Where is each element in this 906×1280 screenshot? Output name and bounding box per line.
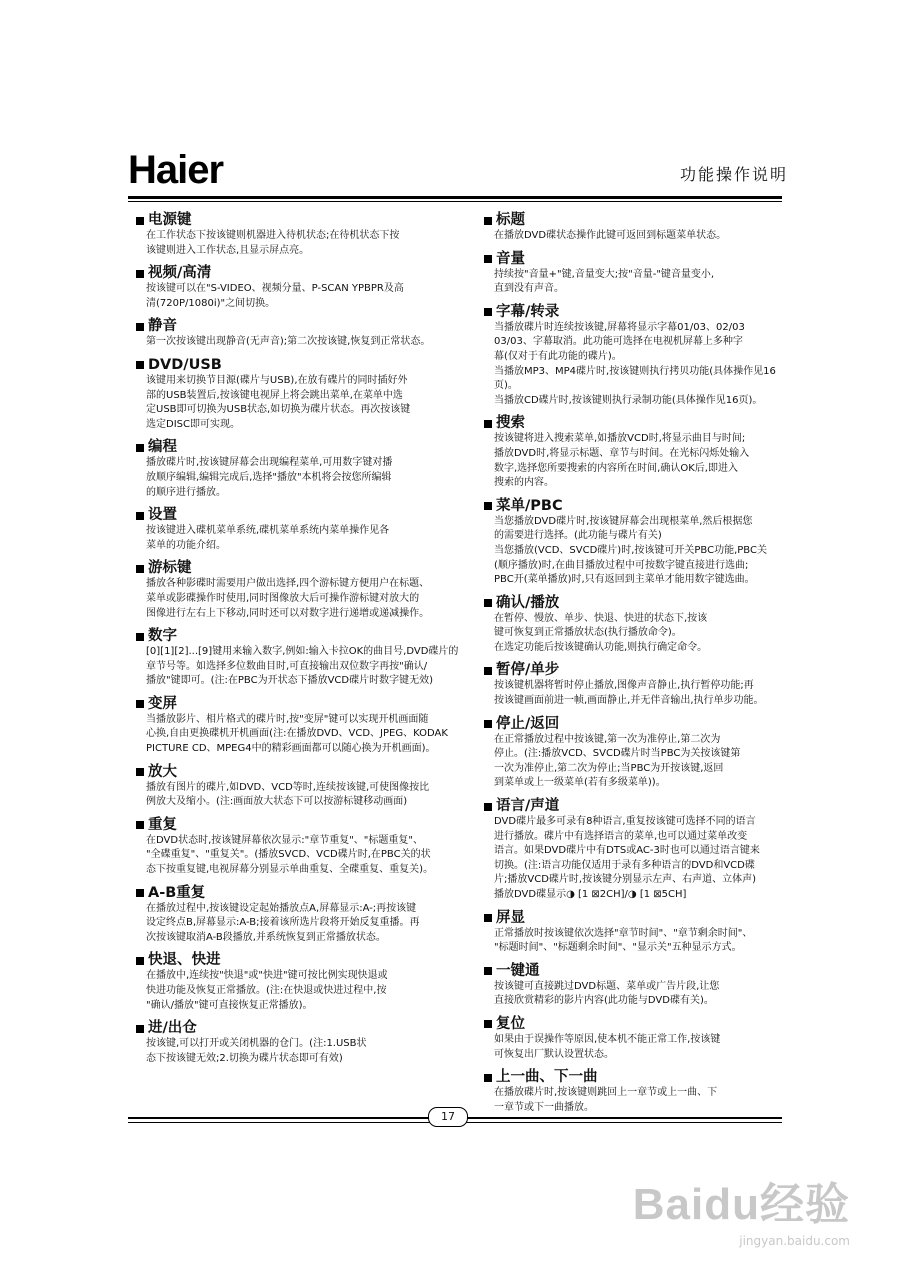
section: [484, 662, 790, 708]
section-heading: [136, 1020, 474, 1037]
square-bullet-icon: [484, 1074, 492, 1082]
left-column: [136, 212, 474, 1073]
section-heading: [136, 357, 474, 374]
watermark-url: jingyan.baidu.com: [739, 1234, 850, 1248]
section-text: 该键用来切换节目源(碟片与USB),在放有碟片的同时插好外 部的USB装置后,按该键电视屏上将会跳出菜单,在菜单中选 定USB即可切换为USB状态,如切换为碟片状态。再次按该键 选定DISC即可实现。: [146, 374, 411, 430]
section-title: 一键通: [496, 962, 540, 979]
section-heading: [136, 318, 474, 335]
section-title: 上一曲、下一曲: [496, 1069, 598, 1086]
section: [136, 696, 474, 757]
section-title: 快退、快进: [148, 952, 221, 969]
square-bullet-icon: [136, 217, 144, 225]
section-text: 播放有图片的碟片,如DVD、VCD等时,连续按该键,可使图像按比 例放大及缩小。(注:画面放大状态下可以按游标键移动画面): [146, 781, 430, 808]
section-title: 放大: [148, 763, 177, 780]
section-heading: [484, 1069, 790, 1086]
section-title: 屏显: [496, 909, 525, 926]
section-text: 如果由于误操作等原因,使本机不能正常工作,按该键 可恢复出厂默认设置状态。: [494, 1033, 721, 1060]
section-heading: [484, 798, 790, 815]
section-title: 电源键: [148, 212, 192, 228]
section-title: 编程: [148, 439, 177, 456]
section: [136, 357, 474, 432]
section-text: 在播放中,连续按"快退"或"快进"键可按比例实现快退或 快进功能及恢复正常播放。(注:在快退或快进过程中,按 "确认/播放"键可直接恢复正常播放)。: [146, 970, 388, 1011]
section-title: 暂停/单步: [496, 662, 560, 679]
square-bullet-icon: [136, 444, 144, 452]
section-text: 播放碟片时,按该键屏幕会出现编程菜单,可用数字键对播 放顺序编辑,编辑完成后,选择"播放"本机将会按您所编辑 的顺序进行播放。: [146, 457, 393, 498]
section: [484, 716, 790, 791]
square-bullet-icon: [136, 270, 144, 278]
section-heading: [484, 662, 790, 679]
square-bullet-icon: [136, 565, 144, 573]
square-bullet-icon: [484, 967, 492, 975]
brand-logo: Haier: [128, 148, 224, 192]
square-bullet-icon: [136, 361, 144, 369]
section: [484, 304, 790, 409]
square-bullet-icon: [484, 308, 492, 316]
section-heading: [136, 212, 474, 229]
section-heading: [136, 560, 474, 577]
section-text: 正常播放时按该键依次选择"章节时间"、"章节剩余时间"、 "标题时间"、"标题剩余时间"、"显示关"五种显示方式。: [494, 927, 753, 954]
section-title: 设置: [148, 507, 177, 524]
section-text: 按该键可以在"S-VIDEO、视频分量、P-SCAN YPBPR及高 清(720P/1080i)"之间切换。: [146, 283, 404, 309]
section: [484, 963, 790, 1009]
section-heading: [484, 595, 790, 612]
right-column: [484, 212, 790, 1122]
section-text: 按该键可直接跳过DVD标题、菜单或广告片段,让您 直接欣赏精彩的影片内容(此功能与DVD碟有关)。: [494, 980, 720, 1007]
section-text: [0][1][2]...[9]键用来输入数字,例如:输入卡拉OK的曲目号,DVD碟片的 章节号等。如选择多位数曲目时,可直接输出双位数字再按"确认/ 播放"键即可。(注:在PBC为开状态下播放VCD碟片时数字键无效): [146, 646, 459, 687]
section-text: 按该键机器将暂时停止播放,图像声音静止,执行暂停功能;再 按该键画面前进一帧,画面静止,并无伴音输出,执行单步功能。: [494, 680, 764, 707]
square-bullet-icon: [136, 768, 144, 776]
section-text: 在正常播放过程中按该键,第一次为准停止,第二次为 停止。(注:播放VCD、SVCD碟片时当PBC为关按该键第 一次为准停止,第二次为停止;当PBC为开按该键,返回 到菜单或上一级菜单(若有多级菜单))。: [494, 733, 741, 789]
square-bullet-icon: [484, 420, 492, 428]
section-text: 在播放碟片时,按该键则跳回上一章节或上一曲、下 一章节或下一曲播放。: [494, 1087, 718, 1113]
section-heading: [136, 439, 474, 456]
section-title: 数字: [148, 628, 177, 645]
section-title: 视频/高清: [148, 265, 212, 282]
section-heading: [136, 265, 474, 282]
section-title: 搜索: [496, 415, 525, 432]
section: [484, 595, 790, 656]
section-text: 按该键进入碟机菜单系统,碟机菜单系统内菜单操作见各 菜单的功能介绍。: [146, 525, 390, 551]
section: [136, 817, 474, 878]
section-heading: [484, 498, 790, 515]
square-bullet-icon: [136, 889, 144, 897]
section: [484, 1016, 790, 1062]
square-bullet-icon: [136, 700, 144, 708]
section-heading: [136, 764, 474, 781]
section: [136, 507, 474, 553]
section-text: 在工作状态下按该键则机器进入待机状态;在待机状态下按 该键则进入工作状态,且显示屏点亮。: [146, 230, 400, 256]
section-title: 进/出仓: [148, 1020, 197, 1037]
page-title: 功能操作说明: [680, 165, 789, 184]
square-bullet-icon: [136, 633, 144, 641]
section-text: 按该键,可以打开或关闭机器的仓门。(注:1.USB状 态下按该键无效;2.切换为碟片状态即可有效): [146, 1038, 367, 1064]
section: [484, 415, 790, 490]
header-rule-thin: [128, 201, 782, 202]
section-text: 当播放影片、相片格式的碟片时,按"变屏"键可以实现开机画面随 心换,自由更换碟机开机画面(注:在播放DVD、VCD、JPEG、KODAK PICTURE CD、MPEG4中的精彩画面都可以随心换为开机画面)。: [146, 713, 448, 755]
section: [136, 1020, 474, 1066]
section-title: 变屏: [148, 695, 177, 712]
section-heading: [136, 696, 474, 713]
square-bullet-icon: [484, 914, 492, 922]
section-title: 确认/播放: [496, 594, 560, 611]
section-heading: [136, 507, 474, 524]
square-bullet-icon: [484, 667, 492, 675]
page-number: 17: [428, 1107, 468, 1127]
section-heading: [484, 963, 790, 980]
section-text: 播放各种影碟时需要用户做出选择,四个游标键方便用户在标题、 菜单或影碟操作时使用,同时图像放大后可操作游标键对放大的 图像进行左右上下移动,同时还可以对数字进行递增或递减操作。: [146, 578, 430, 619]
square-bullet-icon: [136, 512, 144, 520]
section-text: 在播放过程中,按该键设定起始播放点A,屏幕显示:A-;再按该键 设定终点B,屏幕显示:A-B;接着该所选片段将开始反复重播。再 次按该键取消A-B段播放,并系统恢复到正常播放状态。: [146, 902, 420, 943]
watermark-logo: Baidu经验: [632, 1180, 850, 1229]
section-heading: [136, 952, 474, 969]
section-text: 在DVD状态时,按该键屏幕依次显示:"章节重复"、"标题重复"、 "全碟重复"、"重复关"。(播放SVCD、VCD碟片时,在PBC关的状 态下按重复键,电视屏幕分别显示单曲重复、全碟重复、重复关)。: [146, 834, 434, 876]
section-text: 按该键将进入搜索菜单,如播放VCD时,将显示曲目与时间; 播放DVD时,将显示标题、章节与时间。在光标闪烁处输入 数字,选择您所要搜索的内容所在时间,确认OK后,即进入 搜索的内容。: [494, 433, 750, 489]
square-bullet-icon: [484, 255, 492, 263]
section-heading: [136, 817, 474, 834]
square-bullet-icon: [136, 957, 144, 965]
square-bullet-icon: [136, 323, 144, 331]
section: [484, 910, 790, 956]
section-title: 标题: [496, 212, 525, 228]
section-heading: [484, 1016, 790, 1033]
section: [484, 212, 790, 244]
section-text: 在播放DVD碟状态操作此键可返回到标题菜单状态。: [494, 230, 727, 241]
section-title: 音量: [496, 250, 525, 267]
square-bullet-icon: [136, 1025, 144, 1033]
section: [136, 560, 474, 621]
section-text: 在暂停、慢放、单步、快退、快进的状态下,按该 键可恢复到正常播放状态(执行播放命令)。 在选定功能后按该键确认功能,则执行确定命令。: [494, 612, 708, 653]
section-heading: [484, 212, 790, 229]
section-title: 字幕/转录: [496, 303, 560, 320]
section-text: 当您播放DVD碟片时,按该键屏幕会出现根菜单,然后根据您 的需要进行选择。(此功能与碟片有关) 当您播放(VCD、SVCD碟片)时,按该键可开关PBC功能,PBC关 (顺序播放)时,在曲目播放过程中可按数字键直接进行选曲; PBC开(菜单播放)时,只有返回到主菜单才能用数字键选曲。: [494, 515, 767, 586]
square-bullet-icon: [484, 803, 492, 811]
square-bullet-icon: [484, 720, 492, 728]
section: [136, 885, 474, 946]
section: [136, 764, 474, 810]
section-heading: [484, 910, 790, 927]
section: [484, 798, 790, 903]
square-bullet-icon: [484, 502, 492, 510]
section-heading: [484, 251, 790, 268]
section: [136, 439, 474, 500]
section: [136, 628, 474, 689]
section-title: 重复: [148, 816, 177, 833]
square-bullet-icon: [484, 599, 492, 607]
section-title: 停止/返回: [496, 715, 560, 732]
section: [136, 212, 474, 258]
section-heading: [484, 304, 790, 321]
section-title: 菜单/PBC: [496, 497, 563, 514]
section-title: A-B重复: [148, 884, 206, 901]
section: [136, 318, 474, 350]
section: [484, 1069, 790, 1115]
section-title: DVD/USB: [148, 356, 222, 373]
section-title: 语言/声道: [496, 798, 560, 815]
section-heading: [484, 716, 790, 733]
section-heading: [136, 885, 474, 902]
section-text: DVD碟片最多可录有8种语言,重复按该键可选择不同的语言 进行播放。碟片中有选择语言的菜单,也可以通过菜单改变 语言。如果DVD碟片中有DTS或AC-3时也可以通过语言键来 切换。(注:语言功能仅适用于录有多种语言的DVD和VCD碟 片;播放VCD碟片时,按该键分别显示左声、右声道、立体声) 播放DVD碟显示◑ [1 ⊠2CH]/◑ [1 ⊠5CH]: [494, 816, 760, 900]
section: [484, 251, 790, 297]
square-bullet-icon: [484, 217, 492, 225]
section-text: 持续按"音量+"键,音量变大;按"音量-"键音量变小, 直到没有声音。: [494, 268, 715, 295]
header-rule: [128, 196, 782, 199]
section: [136, 265, 474, 311]
square-bullet-icon: [484, 1020, 492, 1028]
watermark: [633, 1168, 850, 1248]
section: [484, 498, 790, 588]
section-title: 复位: [496, 1015, 525, 1032]
section: [136, 952, 474, 1013]
section-heading: [484, 415, 790, 432]
section-title: 静音: [148, 318, 177, 335]
section-text: 第一次按该键出现静音(无声音);第二次按该键,恢复到正常状态。: [146, 336, 431, 348]
section-text: 当播放碟片时连续按该键,屏幕将显示字幕01/03、02/03 03/03、字幕取消。此功能可选择在电视机屏幕上多种字 幕(仅对于有此功能的碟片)。 当播放MP3、MP4碟片时,按该键则执行拷贝功能(具体操作见16页)。 当播放CD碟片时,按该键则执行录制功能(具体操作见16页)。: [494, 321, 776, 406]
section-title: 游标键: [148, 560, 192, 577]
square-bullet-icon: [136, 821, 144, 829]
section-heading: [136, 628, 474, 645]
